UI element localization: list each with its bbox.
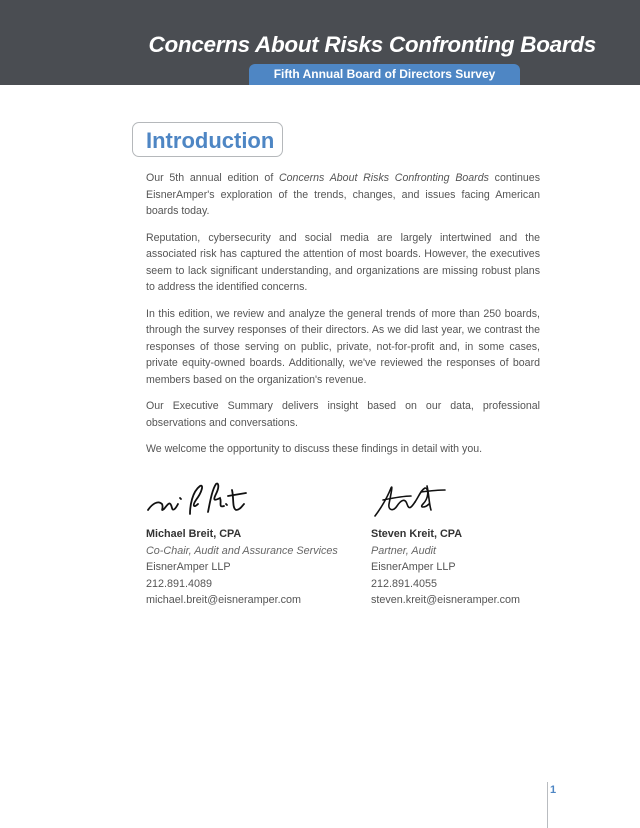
section-heading-box xyxy=(132,122,283,157)
signatory-steven-kreit xyxy=(371,478,581,609)
document-title: Concerns About Risks Confronting Boards xyxy=(148,32,596,57)
intro-paragraph-4: Our Executive Summary delivers insight based on our data, professional observations and conversations. xyxy=(146,400,540,429)
section-heading: Introduction xyxy=(146,128,275,153)
signatory-email: michael.breit@eisneramper.com xyxy=(146,594,301,606)
signatory-title: Co-Chair, Audit and Assurance Services xyxy=(146,544,338,557)
intro-paragraph-5: We welcome the opportunity to discuss these findings in detail with you. xyxy=(146,443,483,455)
signature-michael-breit xyxy=(146,478,256,522)
page-number: 1 xyxy=(550,784,557,796)
signatory-phone: 212.891.4055 xyxy=(371,577,438,590)
signatory-title: Partner, Audit xyxy=(371,544,437,557)
intro-body xyxy=(146,170,540,468)
signatory-email: steven.kreit@eisneramper.com xyxy=(371,594,520,606)
intro-p1-lead: Our 5th annual edition of xyxy=(146,172,280,184)
intro-p1-report-title: Concerns About Risks Confronting Boards xyxy=(279,172,489,184)
signatory-company: EisnerAmper LLP xyxy=(146,561,231,573)
intro-paragraph-3: In this edition, we review and analyze the general trends of more than 250 boards, through the survey responses of their directors. As we did last year, we contrast the responses of those serving on public, private, not-for-profit and, in some cases, private equity-owned boards. Additionally, we've reviewed the responses of board members based on the organization's revenue. xyxy=(146,307,540,386)
signatory-phone: 212.891.4089 xyxy=(146,577,213,590)
signatory-name: Michael Breit, CPA xyxy=(146,528,242,540)
header-banner xyxy=(0,0,640,85)
page-number-rule xyxy=(547,782,548,828)
signatory-company: EisnerAmper LLP xyxy=(371,561,456,573)
signature-steven-kreit xyxy=(371,478,451,522)
intro-paragraph-2: Reputation, cybersecurity and social media are largely intertwined and the associated risk has captured the attention of most boards. However, the executives seem to lack significant understanding, and organizations are missing robust plans to address the identified concerns. xyxy=(146,231,540,293)
signatory-michael-breit xyxy=(146,478,356,609)
survey-subtitle-tab: Fifth Annual Board of Directors Survey xyxy=(249,64,520,85)
signatory-name: Steven Kreit, CPA xyxy=(371,528,462,540)
intro-paragraph-1 xyxy=(146,170,540,220)
intro-p1-rest: continues EisnerAmper's exploration of the trends, changes, and issues facing American boards today. xyxy=(146,172,540,217)
